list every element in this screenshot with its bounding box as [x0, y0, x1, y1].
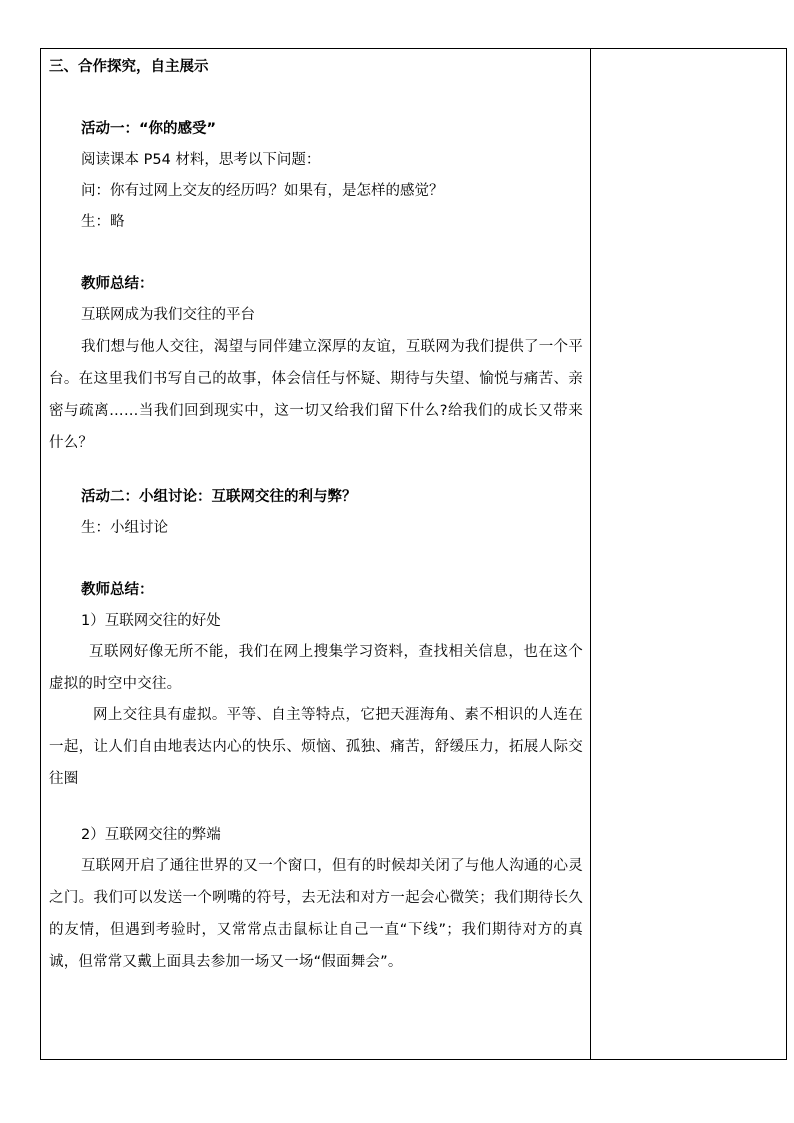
benefits-title: 1）互联网交往的好处: [81, 613, 221, 629]
drawbacks-paragraph: 互联网开启了通往世界的又一个窗口，但有的时候却关闭了与他人沟通的心灵之门。我们可以发送一个咧嘴的符号，去无法和对方一起会心微笑；我们期待长久的友情，但遇到考验时，又常常点击鼠标让自己一直“下线”；我们期待对方的真诚，但常常又戴上面具去参加一场又一场“假面舞会”。: [49, 858, 583, 970]
drawbacks-title: 2）互联网交往的弊端: [81, 827, 221, 843]
activity1-answer: 生：略: [81, 214, 125, 230]
summary2-heading: 教师总结：: [81, 582, 154, 598]
activity1-question: 问：你有过网上交友的经历吗？如果有，是怎样的感觉？: [81, 183, 444, 199]
section-title: 三、合作探究，自主展示: [49, 59, 209, 75]
activity2-heading: 活动二：小组讨论：互联网交往的利与弊？: [81, 489, 357, 505]
activity1-instruction: 阅读课本 P54 材料，思考以下问题：: [81, 152, 321, 168]
summary1-subtitle: 互联网成为我们交往的平台: [81, 307, 255, 323]
summary1-paragraph: 我们想与他人交往，渴望与同伴建立深厚的友谊，互联网为我们提供了一个平台。在这里我们书写自己的故事，体会信任与怀疑、期待与失望、愉悦与痛苦、亲密与疏离……当我们回到现实中，这一切又给我们留下什么?给我们的成长又带来什么？: [49, 339, 583, 451]
activity1-heading: 活动一：“你的感受”: [81, 121, 217, 137]
notes-cell: [591, 49, 786, 1059]
benefits-paragraph-2: 网上交往具有虚拟。平等、自主等特点，它把天涯海角、素不相识的人连在一起，让人们自由地表达内心的快乐、烦恼、孤独、痛苦，舒缓压力，拓展人际交往圈: [49, 707, 583, 787]
lesson-table: [40, 48, 787, 1060]
summary1-heading: 教师总结：: [81, 276, 154, 292]
activity2-answer: 生：小组讨论: [81, 520, 168, 536]
benefits-paragraph-1: 互联网好像无所不能，我们在网上搜集学习资料，查找相关信息，也在这个虚拟的时空中交往。: [49, 644, 583, 692]
